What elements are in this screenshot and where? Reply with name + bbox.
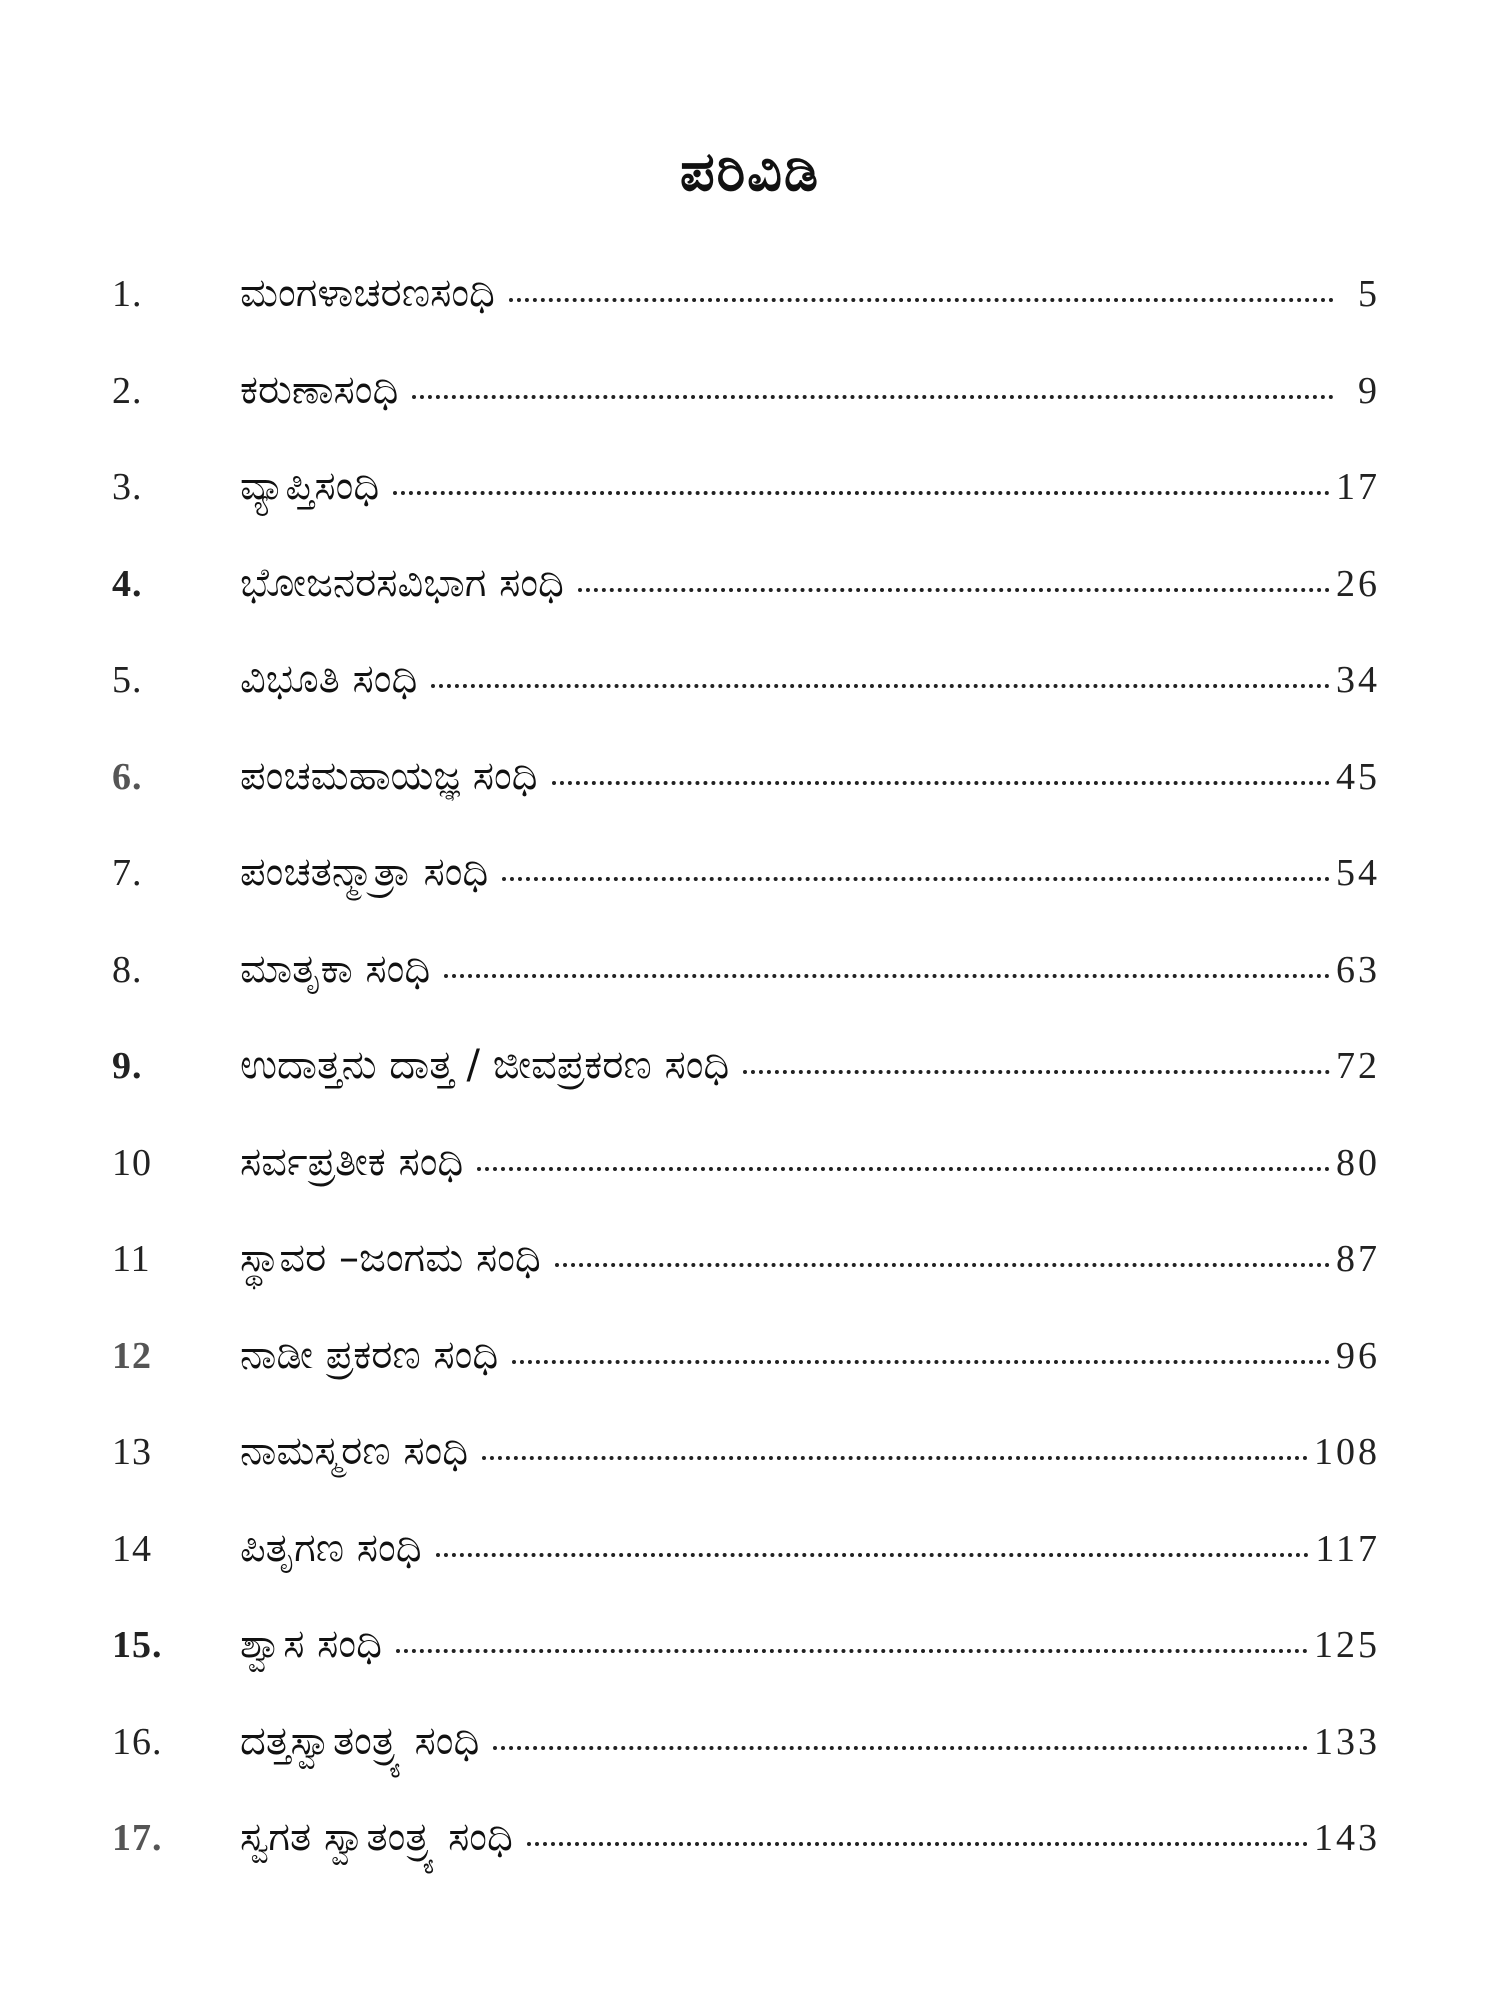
toc-entry-title: ಮಂಗಳಾಚರಣಸಂಧಿ: [240, 270, 495, 316]
toc-entry-number: 12: [112, 1334, 152, 1377]
dot-leader: [396, 1648, 1308, 1653]
toc-entry-number: 4.: [112, 562, 143, 605]
toc-entry-number: 8.: [112, 948, 143, 991]
dot-leader: [493, 1745, 1308, 1750]
toc-entry[interactable]: [112, 463, 1380, 560]
toc-entry-title: ಉದಾತ್ತನು ದಾತ್ತ / ಜೀವಪ್ರಕರಣ ಸಂಧಿ: [240, 1042, 730, 1088]
toc-entry-title: ಪಂಚತನ್ಮಾತ್ರಾ ಸಂಧಿ: [240, 849, 489, 895]
toc-entry-page: 80: [1336, 1141, 1380, 1184]
toc-entry[interactable]: [112, 1814, 1380, 1911]
toc-entry-page: 96: [1336, 1334, 1380, 1377]
toc-entry-title: ನಾಡೀ ಪ್ರಕರಣ ಸಂಧಿ: [240, 1331, 499, 1378]
toc-entry-page: 17: [1336, 466, 1380, 508]
table-of-contents: [112, 270, 1380, 1911]
toc-entry-page: 5: [1358, 273, 1380, 315]
dot-leader: [743, 1069, 1330, 1074]
toc-entry-page: 45: [1336, 755, 1380, 798]
dot-leader: [509, 297, 1334, 302]
dot-leader: [512, 1359, 1330, 1364]
toc-entry-page: 143: [1314, 1817, 1380, 1859]
toc-entry-number: 14: [112, 1527, 152, 1570]
toc-entry-title: ಕರುಣಾಸಂಧಿ: [240, 366, 399, 413]
toc-entry-page: 125: [1314, 1624, 1380, 1666]
toc-entry-page: 63: [1336, 948, 1380, 991]
toc-entry-number: 16.: [112, 1720, 163, 1763]
toc-entry-title: ಸ್ವಗತ ಸ್ವಾತಂತ್ರ್ಯ ಸಂಧಿ: [240, 1814, 513, 1860]
toc-entry[interactable]: [112, 1235, 1380, 1332]
toc-entry-title: ಸ್ಥಾವರ –ಜಂಗಮ ಸಂಧಿ: [240, 1235, 541, 1281]
toc-entry-number: 11: [112, 1238, 151, 1280]
toc-entry[interactable]: [112, 560, 1380, 657]
dot-leader: [393, 490, 1330, 495]
toc-entry-title: ಶ್ವಾಸ ಸಂಧಿ: [240, 1621, 382, 1667]
toc-entry-title: ಪಿತೃಗಣ ಸಂಧಿ: [240, 1524, 422, 1571]
toc-entry-number: 2.: [112, 369, 143, 412]
toc-entry-page: 87: [1336, 1238, 1380, 1280]
toc-entry-number: 1.: [112, 273, 143, 315]
toc-entry[interactable]: [112, 1621, 1380, 1718]
toc-entry[interactable]: [112, 1042, 1380, 1139]
dot-leader: [444, 973, 1330, 978]
toc-entry[interactable]: [112, 270, 1380, 367]
toc-entry-title: ಪಂಚಮಹಾಯಜ್ಞ ಸಂಧಿ: [240, 752, 538, 799]
toc-entry[interactable]: [112, 656, 1380, 753]
toc-entry[interactable]: [112, 1428, 1380, 1525]
dot-leader: [412, 394, 1334, 399]
dot-leader: [431, 683, 1330, 688]
dot-leader: [578, 587, 1330, 592]
toc-entry[interactable]: [112, 1332, 1380, 1429]
toc-entry[interactable]: [112, 849, 1380, 946]
toc-entry-title: ನಾಮಸ್ಮರಣ ಸಂಧಿ: [240, 1428, 469, 1474]
dot-leader: [555, 1262, 1330, 1267]
toc-entry-title: ದತ್ತಸ್ವಾತಂತ್ರ್ಯ ಸಂಧಿ: [240, 1717, 480, 1764]
toc-entry[interactable]: [112, 1139, 1380, 1236]
toc-entry-number: 13: [112, 1431, 152, 1473]
toc-entry-number: 7.: [112, 852, 143, 894]
dot-leader: [477, 1166, 1330, 1171]
toc-entry-page: 72: [1336, 1045, 1380, 1087]
dot-leader: [502, 876, 1330, 881]
toc-entry[interactable]: [112, 1525, 1380, 1622]
toc-entry-page: 133: [1314, 1720, 1380, 1763]
toc-entry-title: ವಿಭೂತಿ ಸಂಧಿ: [240, 656, 418, 702]
page-title: ಪರಿವಿಡಿ: [680, 140, 820, 203]
toc-entry[interactable]: [112, 367, 1380, 464]
toc-entry[interactable]: [112, 753, 1380, 850]
toc-entry-title: ವ್ಯಾಪ್ತಿಸಂಧಿ: [240, 463, 380, 509]
toc-entry-title: ಭೋಜನರಸವಿಭಾಗ ಸಂಧಿ: [240, 559, 564, 606]
toc-entry-number: 15.: [112, 1624, 163, 1666]
toc-entry-page: 34: [1336, 659, 1380, 701]
toc-entry-number: 5.: [112, 659, 143, 701]
dot-leader: [552, 780, 1330, 785]
toc-entry-page: 117: [1315, 1527, 1380, 1570]
toc-entry-number: 10: [112, 1141, 152, 1184]
toc-entry-number: 6.: [112, 755, 143, 798]
toc-entry-number: 17.: [112, 1817, 163, 1859]
toc-entry-title: ಸರ್ವಪ್ರತೀಕ ಸಂಧಿ: [240, 1138, 464, 1185]
toc-entry-number: 3.: [112, 466, 143, 508]
toc-entry-title: ಮಾತೃಕಾ ಸಂಧಿ: [240, 945, 431, 992]
toc-entry[interactable]: [112, 1718, 1380, 1815]
toc-entry-number: 9.: [112, 1045, 143, 1087]
dot-leader: [527, 1841, 1308, 1846]
toc-entry-page: 108: [1314, 1431, 1380, 1473]
toc-entry[interactable]: [112, 946, 1380, 1043]
toc-entry-page: 26: [1336, 562, 1380, 605]
dot-leader: [482, 1455, 1308, 1460]
dot-leader: [436, 1552, 1310, 1557]
toc-entry-page: 54: [1336, 852, 1380, 894]
toc-entry-page: 9: [1358, 369, 1380, 412]
